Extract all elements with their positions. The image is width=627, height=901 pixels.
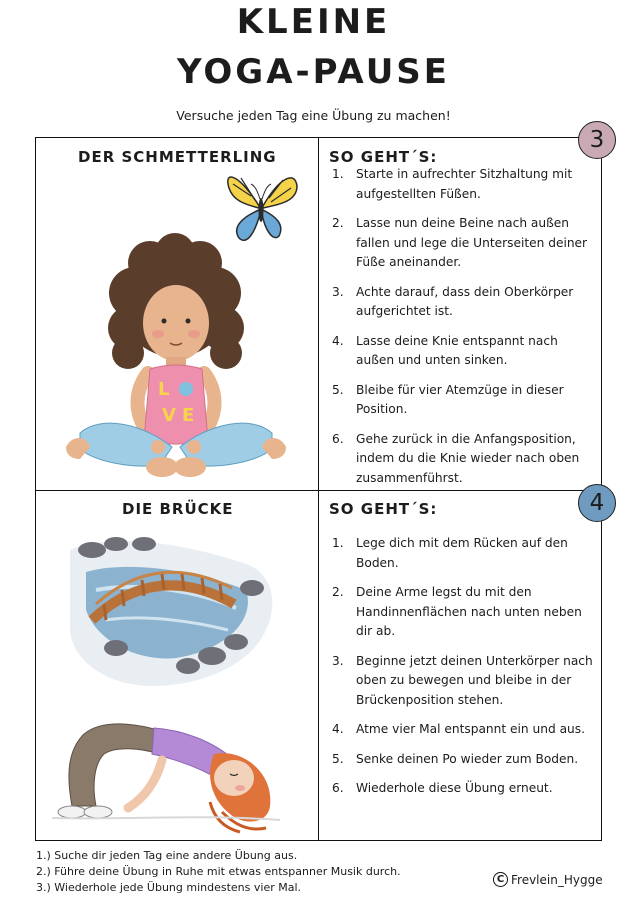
step-number: 4. [332,722,344,736]
exercise-4-number-badge: 4 [578,484,616,522]
step-item [332,381,594,420]
exercise-4-steps [332,534,594,799]
copyright-notice [493,872,603,887]
exercise-3-number-badge: 3 [578,121,616,159]
footer-notes [36,848,401,896]
step-item [332,779,594,799]
page-title-line-1: KLEINE [236,2,391,42]
step-number: 2. [332,585,344,599]
exercise-3-steps [332,165,594,488]
grid-divider-vertical [318,138,319,840]
step-item [332,165,594,204]
page-title-line-2: YOGA-PAUSE [176,52,451,92]
girl-butterfly-pose-illustration [50,233,305,483]
step-number: 1. [332,536,344,550]
page-subtitle: Versuche jeden Tag eine Übung zu machen! [176,108,451,123]
svg-text:V: V [162,405,176,426]
step-item [332,652,594,711]
step-text: Gehe zurück in die Anfangsposition, indem du die Knie wieder nach oben zusammenführst. [356,431,580,485]
step-text: Achte darauf, dass dein Oberkörper aufgerichtet ist. [356,284,574,318]
step-number: 6. [332,431,344,446]
girl-bridge-pose-illustration [44,694,284,834]
step-number: 2. [332,216,344,230]
step-text: Starte in aufrechter Sitzhaltung mit aufgestellten Füßen. [356,167,573,201]
exercise-grid [35,137,602,841]
grid-divider-horizontal [36,490,601,491]
step-number: 3. [332,284,344,299]
step-text: Senke deinen Po wieder zum Boden. [356,751,579,766]
step-text: Bleibe für vier Atemzüge in dieser Position. [356,382,564,416]
svg-text:L: L [158,379,170,400]
step-item [332,214,594,273]
step-number: 5. [332,751,344,766]
exercise-4-how-label: SO GEHT´S: [329,500,438,518]
exercise-3-how-label: SO GEHT´S: [329,148,438,166]
footer-note: 3.) Wiederhole jede Übung mindestens vier Mal. [36,881,302,894]
step-text: Lege dich mit dem Rücken auf den Boden. [356,536,568,570]
exercise-3-title: DER SCHMETTERLING [78,148,277,166]
step-number: 5. [332,382,344,397]
step-item [332,283,594,322]
copyright-icon: C [493,872,508,887]
exercise-4-title: DIE BRÜCKE [122,500,234,518]
step-item [332,430,594,489]
step-text: Wiederhole diese Übung erneut. [356,781,553,795]
step-text: Lasse nun deine Beine nach außen fallen und lege die Unterseiten deiner Füße aneinander. [356,216,588,269]
footer-note: 2.) Führe deine Übung in Ruhe mit etwas entspanner Musik durch. [36,865,401,878]
step-text: Atme vier Mal entspannt ein und aus. [356,722,585,736]
step-item [332,720,594,740]
footer-note: 1.) Suche dir jeden Tag eine andere Übung aus. [36,849,298,862]
step-number: 1. [332,167,344,181]
step-number: 3. [332,653,344,668]
step-item [332,583,594,642]
step-text: Beginne jetzt deinen Unterkörper nach oben zu bewegen und bleibe in der Brückenposition stehen. [356,653,593,707]
step-text: Deine Arme legst du mit den Handinnenflächen nach unten neben dir ab. [356,585,582,638]
step-text: Lasse deine Knie entspannt nach außen und unten sinken. [356,333,558,367]
step-number: 4. [332,333,344,348]
copyright-name: Frevlein_Hygge [511,872,603,887]
step-item [332,750,594,770]
bridge-illustration [56,530,286,696]
step-item [332,534,594,573]
svg-text:E: E [182,405,195,426]
step-number: 6. [332,781,344,795]
step-item [332,332,594,371]
